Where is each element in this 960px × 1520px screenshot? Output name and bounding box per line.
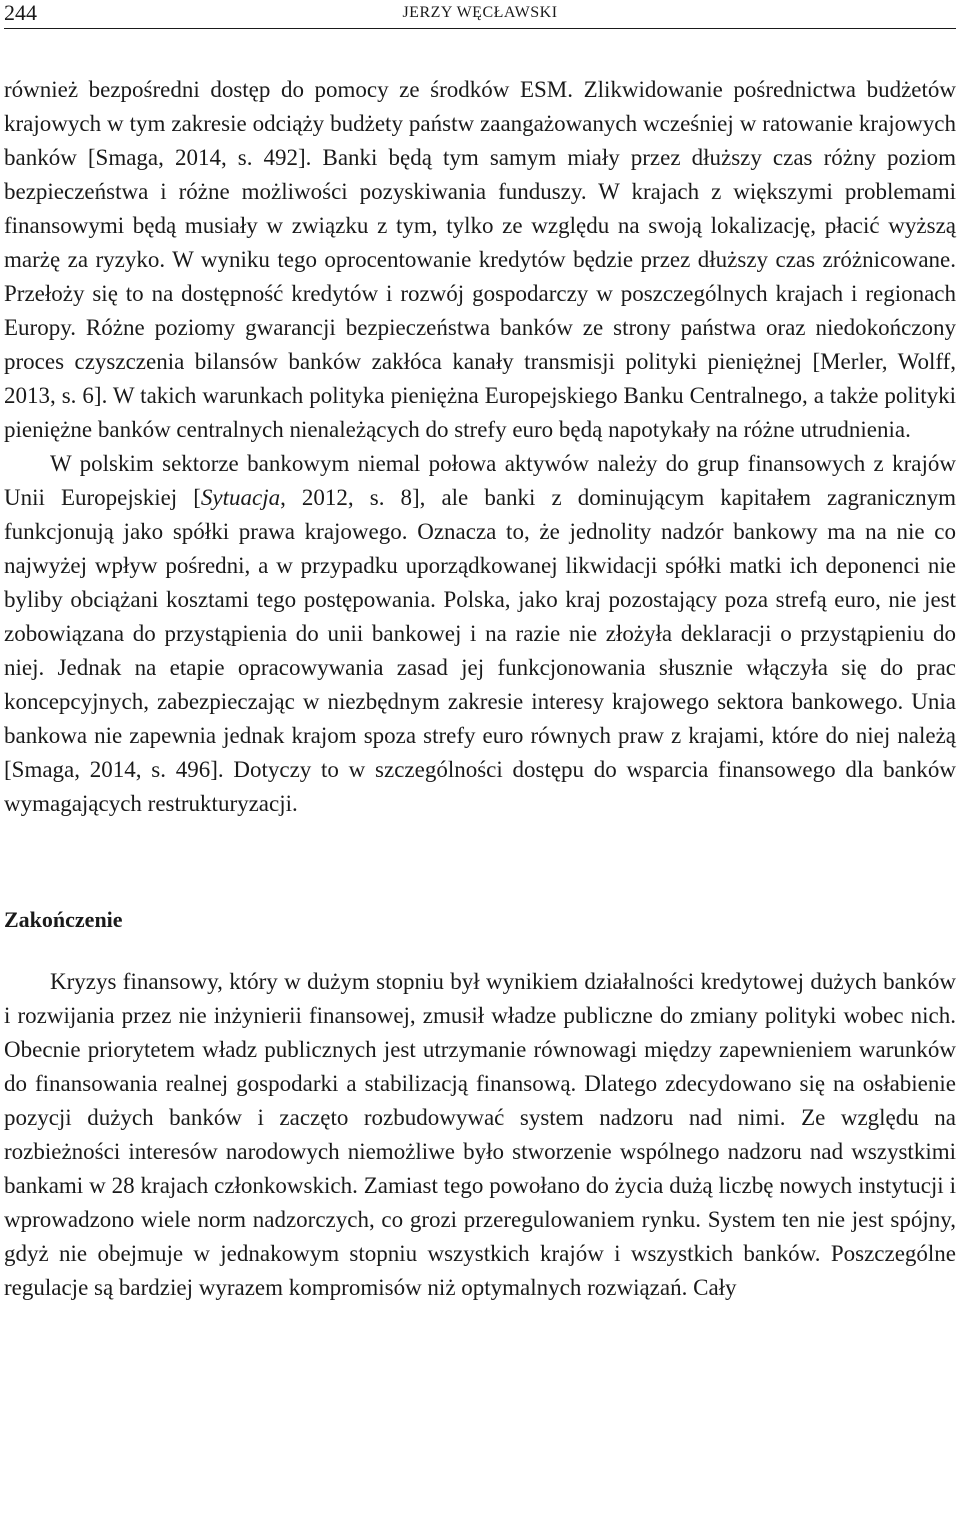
paragraph-conclusion: Kryzys finansowy, który w dużym stopniu był wynikiem działalności kredytowej dużych banków i rozwijania przez nie inżynierii finansowej, zmusił władze publiczne do zmiany polityki wobec nich. Obecnie priorytetem władz publicznych jest utrzymanie równowagi między zapewnieniem warunków do finansowania realnej gospodarki a stabilizacją finansową. Dlatego zdecydowano się na osłabienie pozycji dużych banków i zaczęto rozbudowywać system nadzoru nad nimi. Ze względu na rozbieżności interesów narodowych niemożliwe było stworzenie wspólnego nadzoru nad wszystkimi bankami w 28 krajach członkowskich. Zamiast tego powołano do życia dużą liczbę nowych instytucji i wprowadzono wiele norm nadzorczych, co grozi przeregulowaniem rynku. System ten nie jest spójny, gdyż nie obejmuje w jednakowym stopniu wszystkich krajów i wszystkich banków. Poszczególne regulacje są bardziej wyrazem kompromisów niż optymalnych rozwiązań. Cały [4,969,956,1300]
paragraph-polish-sector [4,447,956,821]
paragraph-polish-sector-start: W polskim sektorze bankowym niemal połowa aktywów należy do grup finansowych z krajów Unii Europejskiej [ [4,451,956,510]
paragraph-continued: również bezpośredni dostęp do pomocy ze środków ESM. Zlikwidowanie pośrednictwa budżetów krajowych w tym zakresie odciąży budżety państw zaangażowanych wcześniej w ratowanie krajowych banków [Smaga, 2014, s. 492]. Banki będą tym samym miały przez dłuższy czas różny poziom bezpieczeństwa i różne możliwości pozyskiwania funduszy. W krajach z większymi problemami finansowymi będą musiały w związku z tym, tylko ze względu na swoją lokalizację, płacić wyższą marżę za ryzyko. W wyniku tego oprocentowanie kredytów będzie przez dłuższy czas zróżnicowane. Przełoży się to na dostępność kredytów i rozwój gospodarczy w poszczególnych krajach i regionach Europy. Różne poziomy gwarancji bezpieczeństwa banków ze strony państwa oraz niedokończony proces czyszczenia bilansów banków zakłóca kanały transmisji polityki pieniężnej [Merler, Wolff, 2013, s. 6]. W takich warunkach polityka pieniężna Europejskiego Banku Centralnego, a także polityki pieniężne banków centralnych nienależących do strefy euro będą napotykały na różne utrudnienia. [4,77,956,442]
running-head [4,0,956,29]
citation-italic-title: Sytuacja [200,485,281,510]
page-number: 244 [4,0,37,25]
conclusion-text [4,965,956,1305]
paragraph-polish-sector-rest: , 2012, s. 8], ale banki z dominującym kapitałem zagranicznym funkcjonują jako spółki prawa krajowego. Oznacza to, że jednolity nadzór bankowy ma na nie co najwyżej wpływ pośredni, a w przypadku uporządkowanej likwidacji spółki matki ich deponenci nie byliby obciążani kosztami tego postępowania. Polska, jako kraj pozostający poza strefą euro, nie jest zobowiązana do przystąpienia do unii bankowej i na razie nie złożyła deklaracji o przystąpieniu do niej. Jednak na etapie opracowywania zasad jej funkcjonowania słusznie włączyła się do prac koncepcyjnych, zabezpieczając w niezbędnym zakresie interesy krajowego sektora bankowego. Unia bankowa nie zapewnia jednak krajom spoza strefy euro równych praw z krajami, które do niej należą [Smaga, 2014, s. 496]. Dotyczy to w szczególności dostępu do wsparcia finansowego dla banków wymagających restrukturyzacji. [4,485,957,816]
body-text [4,73,956,821]
running-head-author: JERZY WĘCŁAWSKI [402,4,558,21]
section-heading: Zakończenie [4,907,123,932]
page [4,0,956,1520]
